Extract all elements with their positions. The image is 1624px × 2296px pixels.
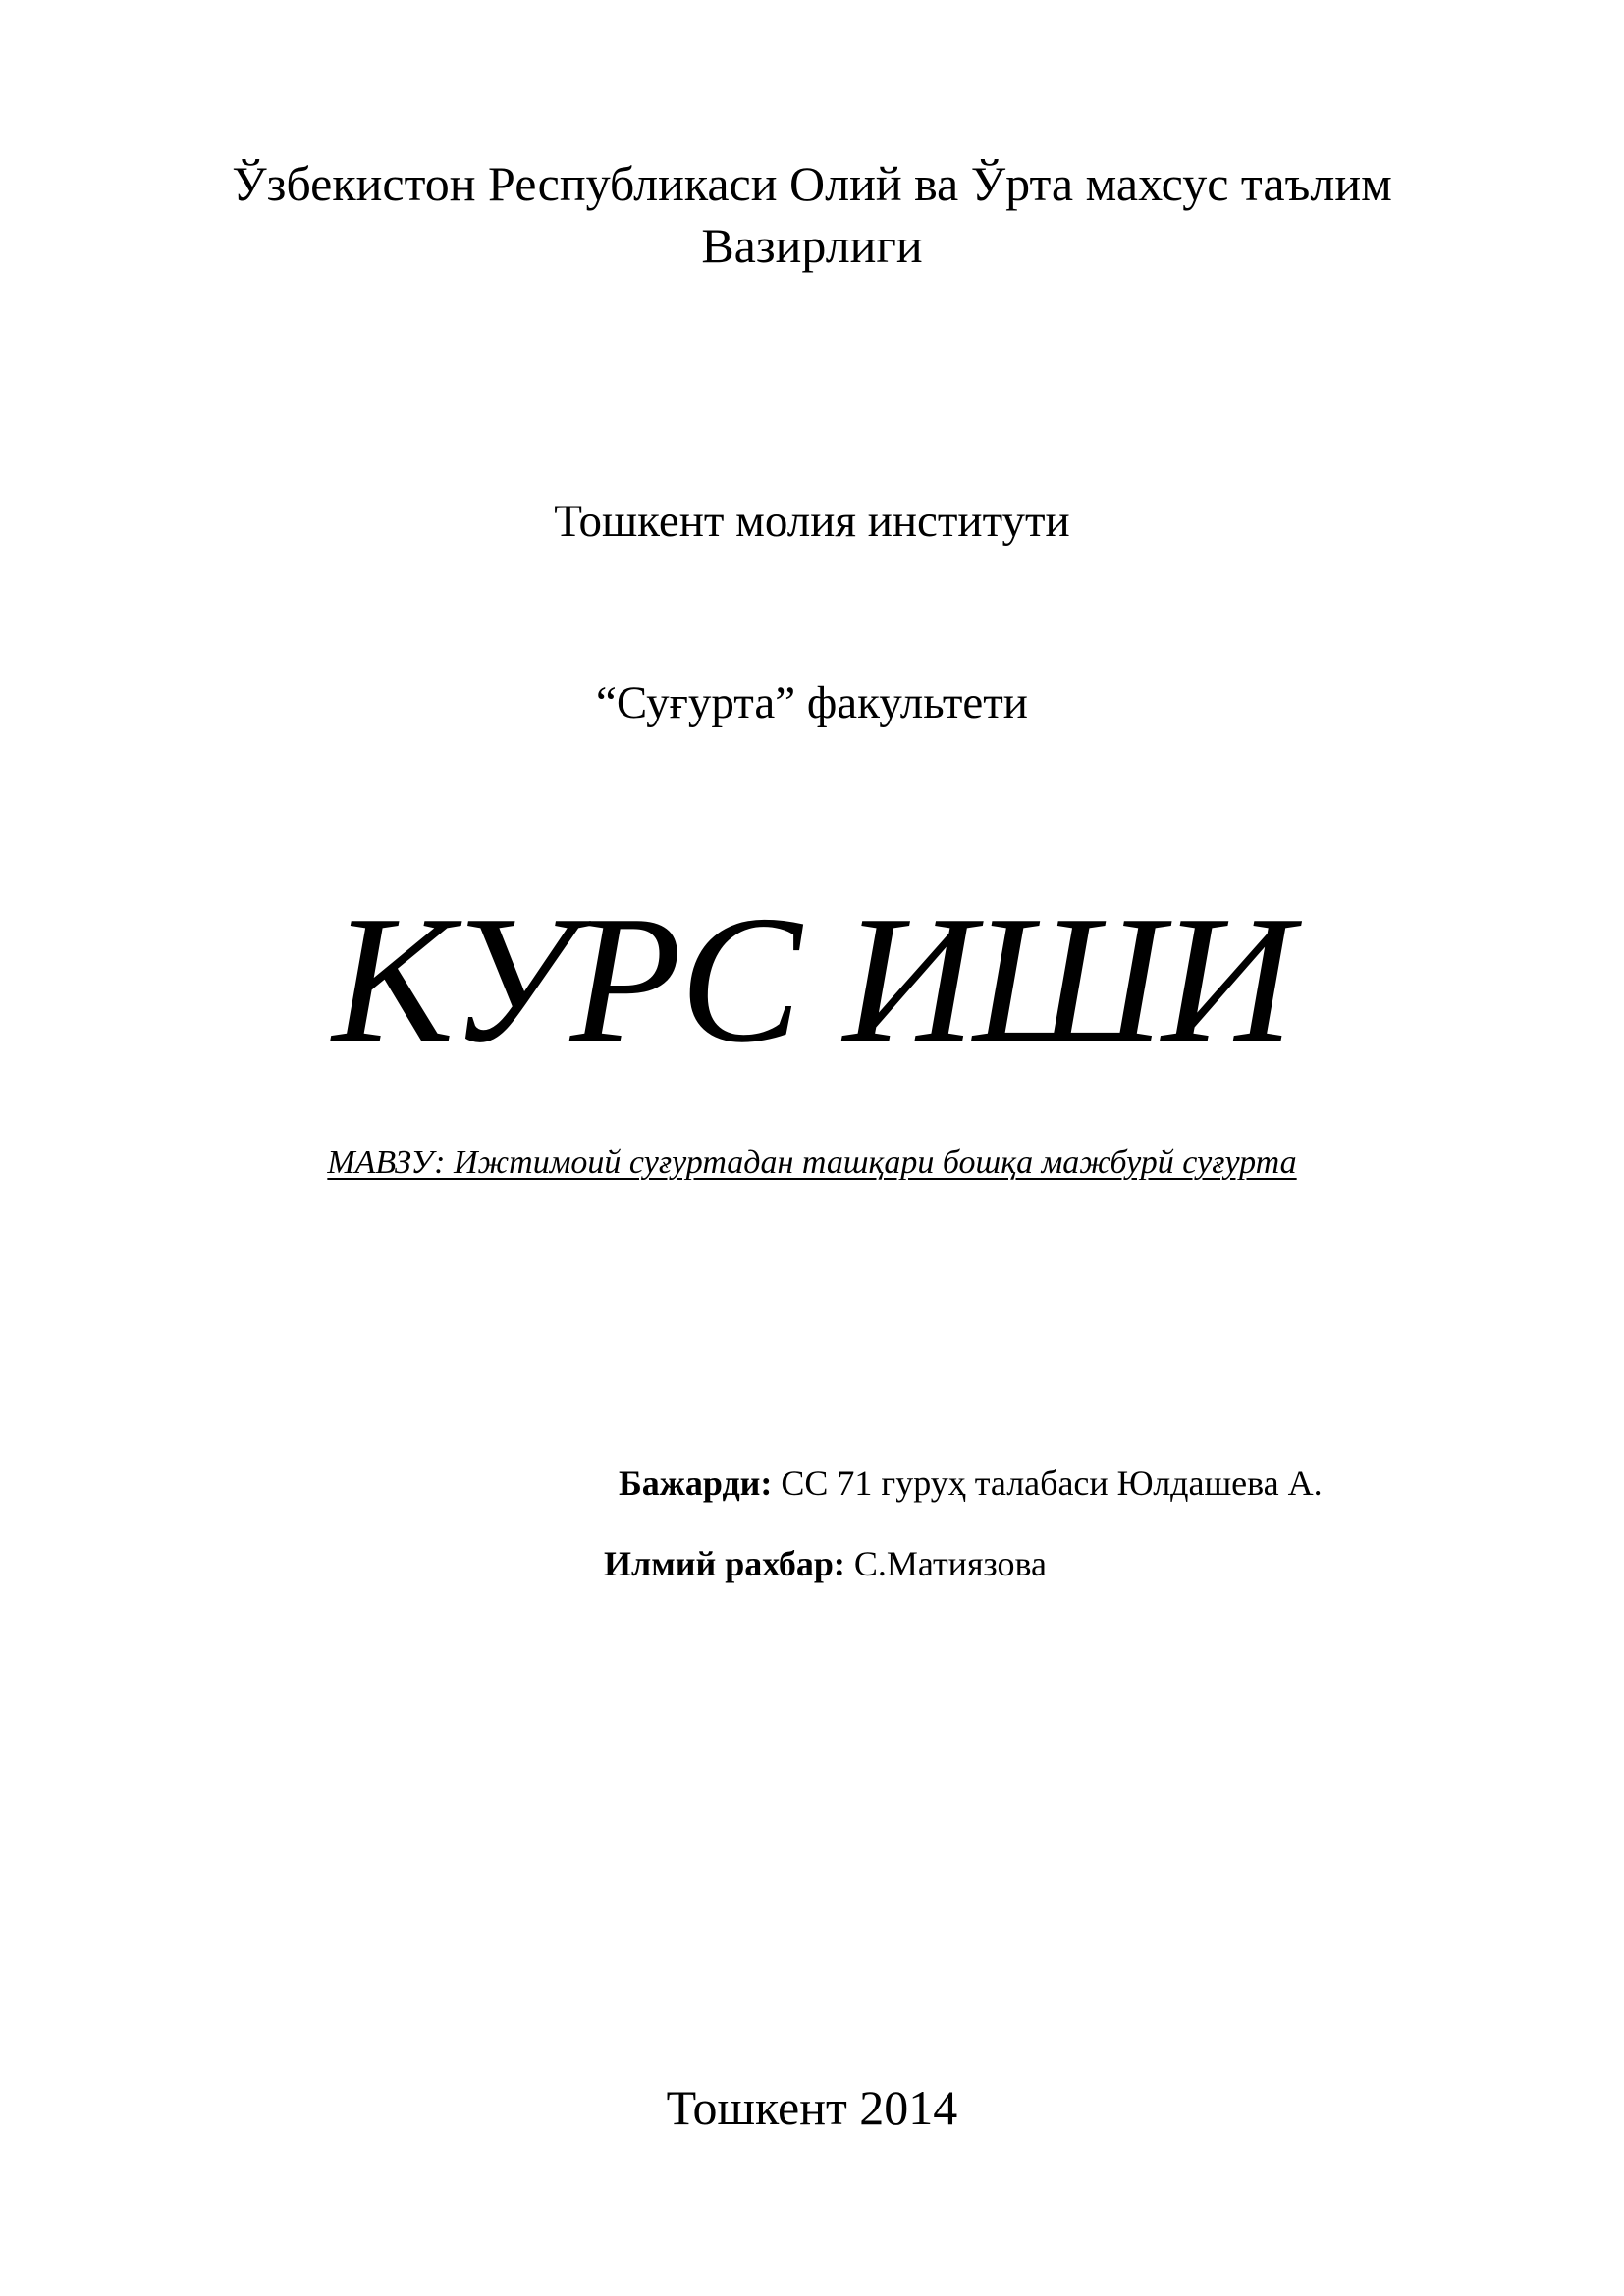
ministry-name-line-2: Вазирлиги bbox=[701, 218, 923, 273]
performer-value: СС 71 гуруҳ талабаси Юлдашева А. bbox=[772, 1464, 1323, 1503]
faculty-name: “Суғурта” факультети bbox=[596, 677, 1028, 728]
ministry-name-line-1: Ўзбекистон Республикаси Олий ва Ўрта махсус таълим bbox=[232, 156, 1392, 211]
supervisor-value: С.Матиязова bbox=[844, 1544, 1048, 1583]
performer-label: Бажарди: bbox=[619, 1464, 773, 1503]
city-year: Тошкент 2014 bbox=[666, 2080, 958, 2135]
supervisor-label: Илмий рахбар: bbox=[604, 1544, 845, 1583]
document-title: КУРС ИШИ bbox=[332, 879, 1292, 1081]
performer-line bbox=[619, 1466, 1323, 1501]
document-topic: МАВЗУ: Ижтимоий суғуртадан ташқари бошқа мажбурй суғурта bbox=[327, 1145, 1297, 1181]
supervisor-line bbox=[604, 1546, 1047, 1581]
institute-name: Тошкент молия институти bbox=[554, 496, 1070, 547]
